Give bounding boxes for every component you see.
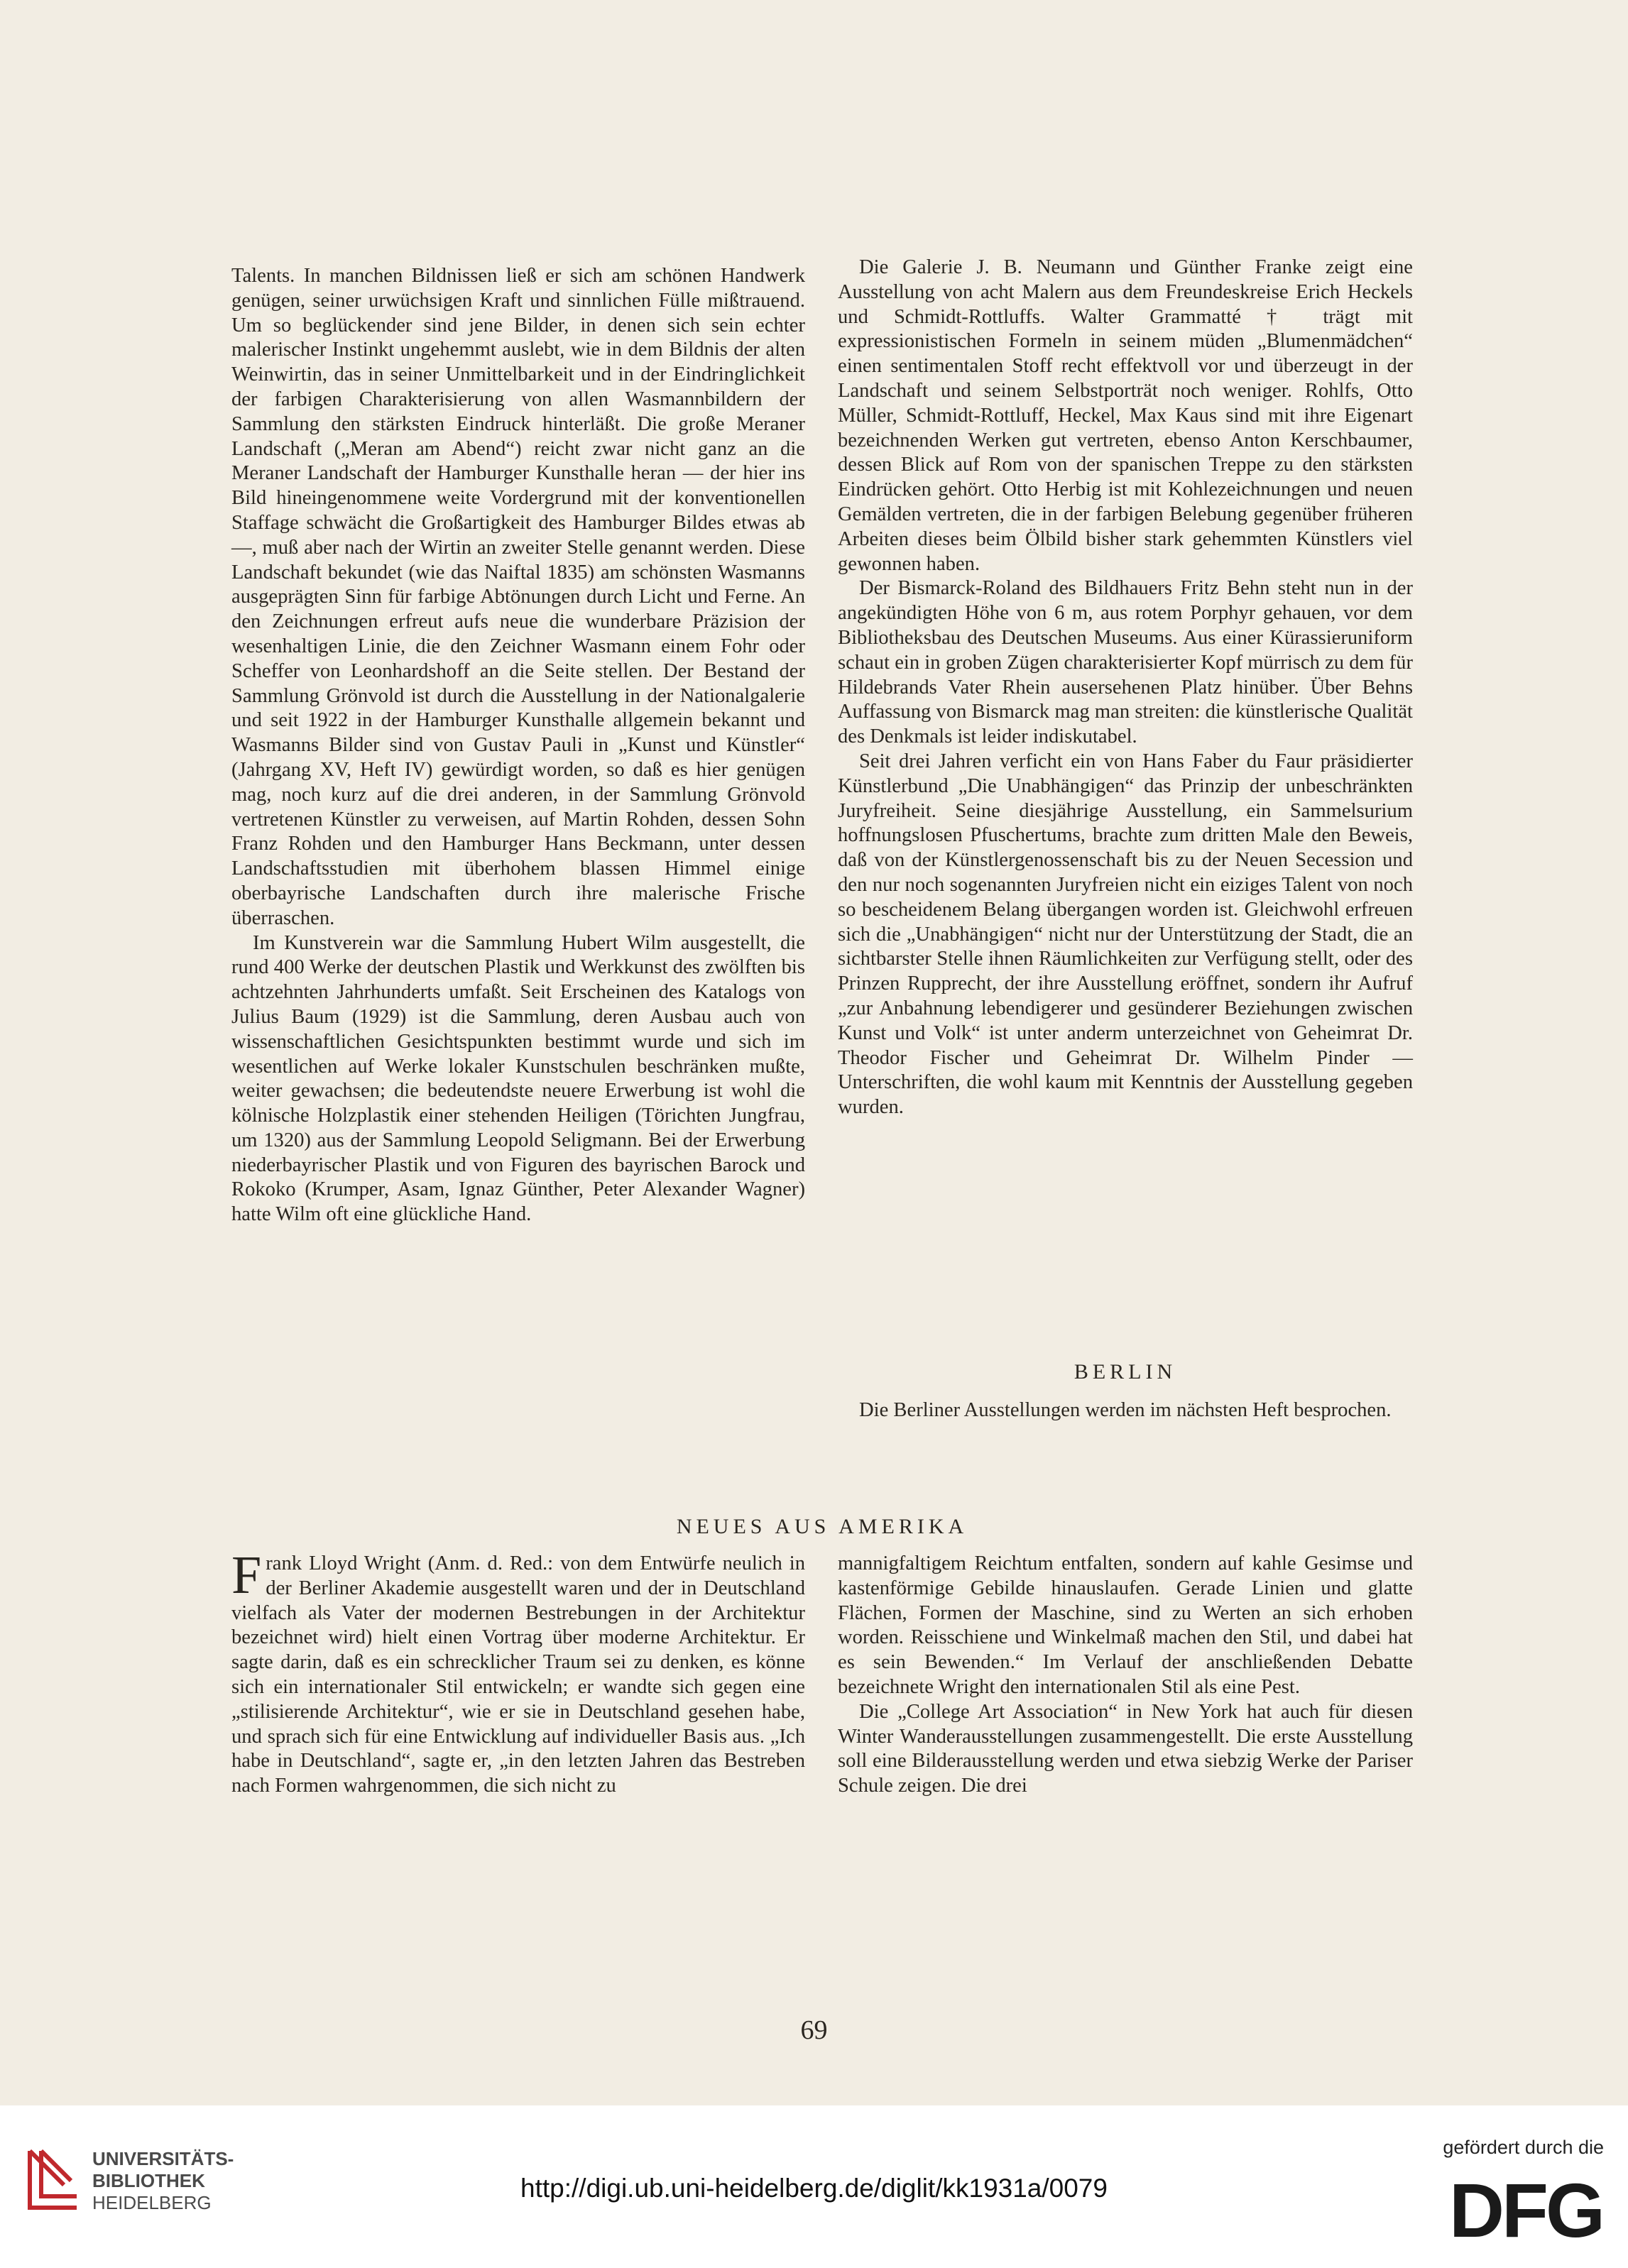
paragraph: Die Galerie J. B. Neumann und Günther Franke zeigt eine Ausstellung von acht Malern aus dem Freundeskreise Erich Heckels und Schmidt-Rottluffs. Walter Grammatté † trägt mit expressionistischen Formeln in seinem müden „Blumenmädchen“ einen sentimentalen Stoff recht effektvoll vor und überzeugt in der Landschaft und seinem Selbstporträt noch weniger. Rohlfs, Otto Müller, Schmidt-Rottluff, Heckel, Max Kaus sind mit ihre Eigenart bezeichnenden Werken gut vertreten, ebenso Anton Kerschbaumer, dessen Blick auf Rom von der spanischen Treppe zu den stärksten Eindrücken gehört. Otto Herbig ist mit Kohlezeichnungen und neuen Gemälden vertreten, die in der farbigen Belebung gegenüber früheren Arbeiten dieses beim Ölbild bisher stark gehemmten Künstlers viel gewonnen haben. (838, 256, 1413, 575)
left-column-top (231, 264, 805, 1227)
paragraph: Seit drei Jahren verficht ein von Hans Faber du Faur präsidierter Künstlerbund „Die Unabhängigen“ das Prinzip der unbeschränkten Juryfreiheit. Seine diesjährige Ausstellung, ein Sammelsurium hoffnungslosen Pfuschertums, brachte zum dritten Male den Beweis, daß von der Künstlergenossenschaft bis zu der Neuen Secession und den nur noch sogenannten Juryfreien nicht ein eiziges Talent von noch so bescheidenem Belang übergangen worden ist. Gleichwohl erfreuen sich die „Unabhängigen“ nicht nur der Unterstützung der Stadt, die an sichtbarster Stelle ihnen Räumlichkeiten zur Verfügung stellt, oder des Prinzen Rupprecht, der ihre Ausstellung eröffnet, sondern ihr Aufruf „zur Anbahnung lebendigerer und gesünderer Beziehungen zwischen Kunst und Volk“ ist unter anderm unterzeichnet von Geheimrat Dr. Theodor Fischer und Geheimrat Dr. Wilhelm Pinder — Unterschriften, die wohl kaum mit Kenntnis der Ausstellung gegeben wurden. (838, 750, 1413, 1119)
paragraph: Die „College Art Association“ in New York hat auch für diesen Winter Wanderausstellungen zusammengestellt. Die erste Ausstellung soll eine Bilderausstellung werden und etwa siebzig Werke der Pariser Schule zeigen. Die drei (838, 1700, 1413, 1797)
left-column-bottom (231, 1545, 805, 1799)
logo-line: UNIVERSITÄTS- (92, 2148, 234, 2169)
right-column-top (838, 256, 1413, 1120)
footer-bar (0, 2105, 1628, 2268)
paragraph: Talents. In manchen Bildnissen ließ er sich am schönen Handwerk genügen, seiner urwüchsigen Kraft und sinnlichen Fülle mißtrauend. Um so beglückender sind jene Bilder, in denen sich sein echter malerischer Instinkt ungehemmt auslebt, wie in dem Bildnis der alten Weinwirtin, das in seiner Unmittelbarkeit und in der Eindringlichkeit der farbigen Charakterisierung von allen Wasmannbildern der Sammlung den stärksten Eindruck hinterläßt. Die große Meraner Landschaft („Meran am Abend“) reicht zwar nicht ganz an die Meraner Landschaft der Hamburger Kunsthalle heran — der hier ins Bild hineingenommene weite Vordergrund mit der konventionellen Staffage schwächt die Großartigkeit des Hamburger Bildes etwas ab —, muß aber nach der Wirtin an zweiter Stelle genannt werden. Diese Landschaft bekundet (wie das Naiftal 1835) am schönsten Wasmanns ausgeprägten Sinn für farbige Abtönungen durch Licht und Ferne. An den Zeichnungen erfreut aufs neue die wunderbare Präzision der wesenhaltigen Linie, die den Zeichner Wasmann einem Fohr oder Scheffer von Leonhardshoff an die Seite stellen. Der Bestand der Sammlung Grönvold ist durch die Ausstellung in der Nationalgalerie und seit 1922 in der Hamburger Kunsthalle allgemein bekannt und Wasmanns Bilder sind von Gustav Pauli in „Kunst und Künstler“ (Jahrgang XV, Heft IV) gewürdigt worden, so daß es hier genügen mag, noch kurz auf die drei anderen, in der Sammlung Grönvold vertretenen Künstler zu verweisen, auf Martin Rohden, dessen Sohn Franz Rohden und den Hamburger Hans Beckmann, unter dessen Landschaftsstudien mit überhohem blassen Himmel einige oberbayrische Landschaften durch ihre malerische Frische überraschen. (231, 265, 805, 929)
dfg-logo: DFG (1449, 2167, 1602, 2253)
paragraph-text: rank Lloyd Wright (Anm. d. Red.: von dem Entwürfe neulich in der Berliner Akademie ausgestellt waren und der in Deutschland vielfach als Vater der modernen Bestrebungen in der Architektur bezeichnet wird) hielt einen Vortrag über moderne Architektur. Er sagte darin, daß es ein schrecklicher Traum sei zu denken, es könne sich ein internationaler Stil entwickeln; er wandte sich gegen eine „stilisierende Architektur“, wie er sie in Deutschland gesehen habe, und sprach sich für eine Entwicklung auf individueller Basis aus. „Ich habe in Deutschland“, sagte er, „in den letzten Jahren das Bestreben nach Formen wahrgenommen, die sich nicht zu (231, 1552, 805, 1797)
right-column-bottom (838, 1552, 1413, 1799)
paragraph: mannigfaltigem Reichtum entfalten, sondern auf kahle Gesimse und kastenförmige Gebilde hinauslaufen. Gerade Linien und glatte Flächen, Formen der Maschine, sind zu Werten an sich erhoben worden. Reisschiene und Winkelmaß machen den Stil, und dabei hat es sein Bewenden.“ Im Verlauf der anschließenden Debatte bezeichnete Wright den internationalen Stil als eine Pest. (838, 1552, 1413, 1698)
permalink-url[interactable]: http://digi.ub.uni-heidelberg.de/diglit/kk1931a/0079 (520, 2174, 1108, 2203)
paragraph: Im Kunstverein war die Sammlung Hubert Wilm ausgestellt, die rund 400 Werke der deutschen Plastik und Werkkunst des zwölften bis achtzehnten Jahrhunderts umfaßt. Seit Erscheinen des Katalogs von Julius Baum (1929) ist die Sammlung, deren Ausbau auch von wissenschaftlichen Gesichtspunkten bestimmt wurde und sich im wesentlichen auf Werke lokaler Kunstschulen beschränken mußte, weiter gewachsen; die bedeutendste neuere Erwerbung ist wohl die kölnische Holzplastik einer stehenden Heiligen (Törichten Jungfrau, um 1320) aus der Sammlung Leopold Seligmann. Bei der Erwerbung niederbayrischer Plastik und von Figuren des bayrischen Barock und Rokoko (Krumper, Asam, Ignaz Günther, Peter Alexander Wagner) hatte Wilm oft eine glückliche Hand. (231, 931, 805, 1226)
paragraph: Die Berliner Ausstellungen werden im nächsten Heft besprochen. (859, 1399, 1392, 1421)
page-number: 69 (800, 2015, 828, 2045)
logo-line: BIBLIOTHEK (92, 2170, 205, 2191)
berlin-section (838, 1398, 1413, 1423)
section-heading-amerika: NEUES AUS AMERIKA (676, 1515, 968, 1538)
section-heading-berlin: BERLIN (1074, 1360, 1177, 1384)
logo-line: HEIDELBERG (92, 2192, 212, 2213)
paragraph: Der Bismarck-Roland des Bildhauers Fritz Behn steht nun in der angekündigten Höhe von 6 m, aus rotem Porphyr gehauen, vor dem Bibliotheksbau des Deutschen Museums. Aus einer Kürassieruniform schaut ein in groben Zügen charakterisierter Kopf mürrisch zu dem für Hildebrands Vater Rhein ausersehenen Platz hinüber. Über Behns Auffassung von Bismarck mag man streiten: die künstlerische Qualität des Denkmals ist leider indiskutabel. (838, 577, 1413, 748)
drop-cap: F (231, 1545, 262, 1605)
funder-label: gefördert durch die (1443, 2137, 1604, 2158)
paragraph (231, 1545, 805, 1799)
